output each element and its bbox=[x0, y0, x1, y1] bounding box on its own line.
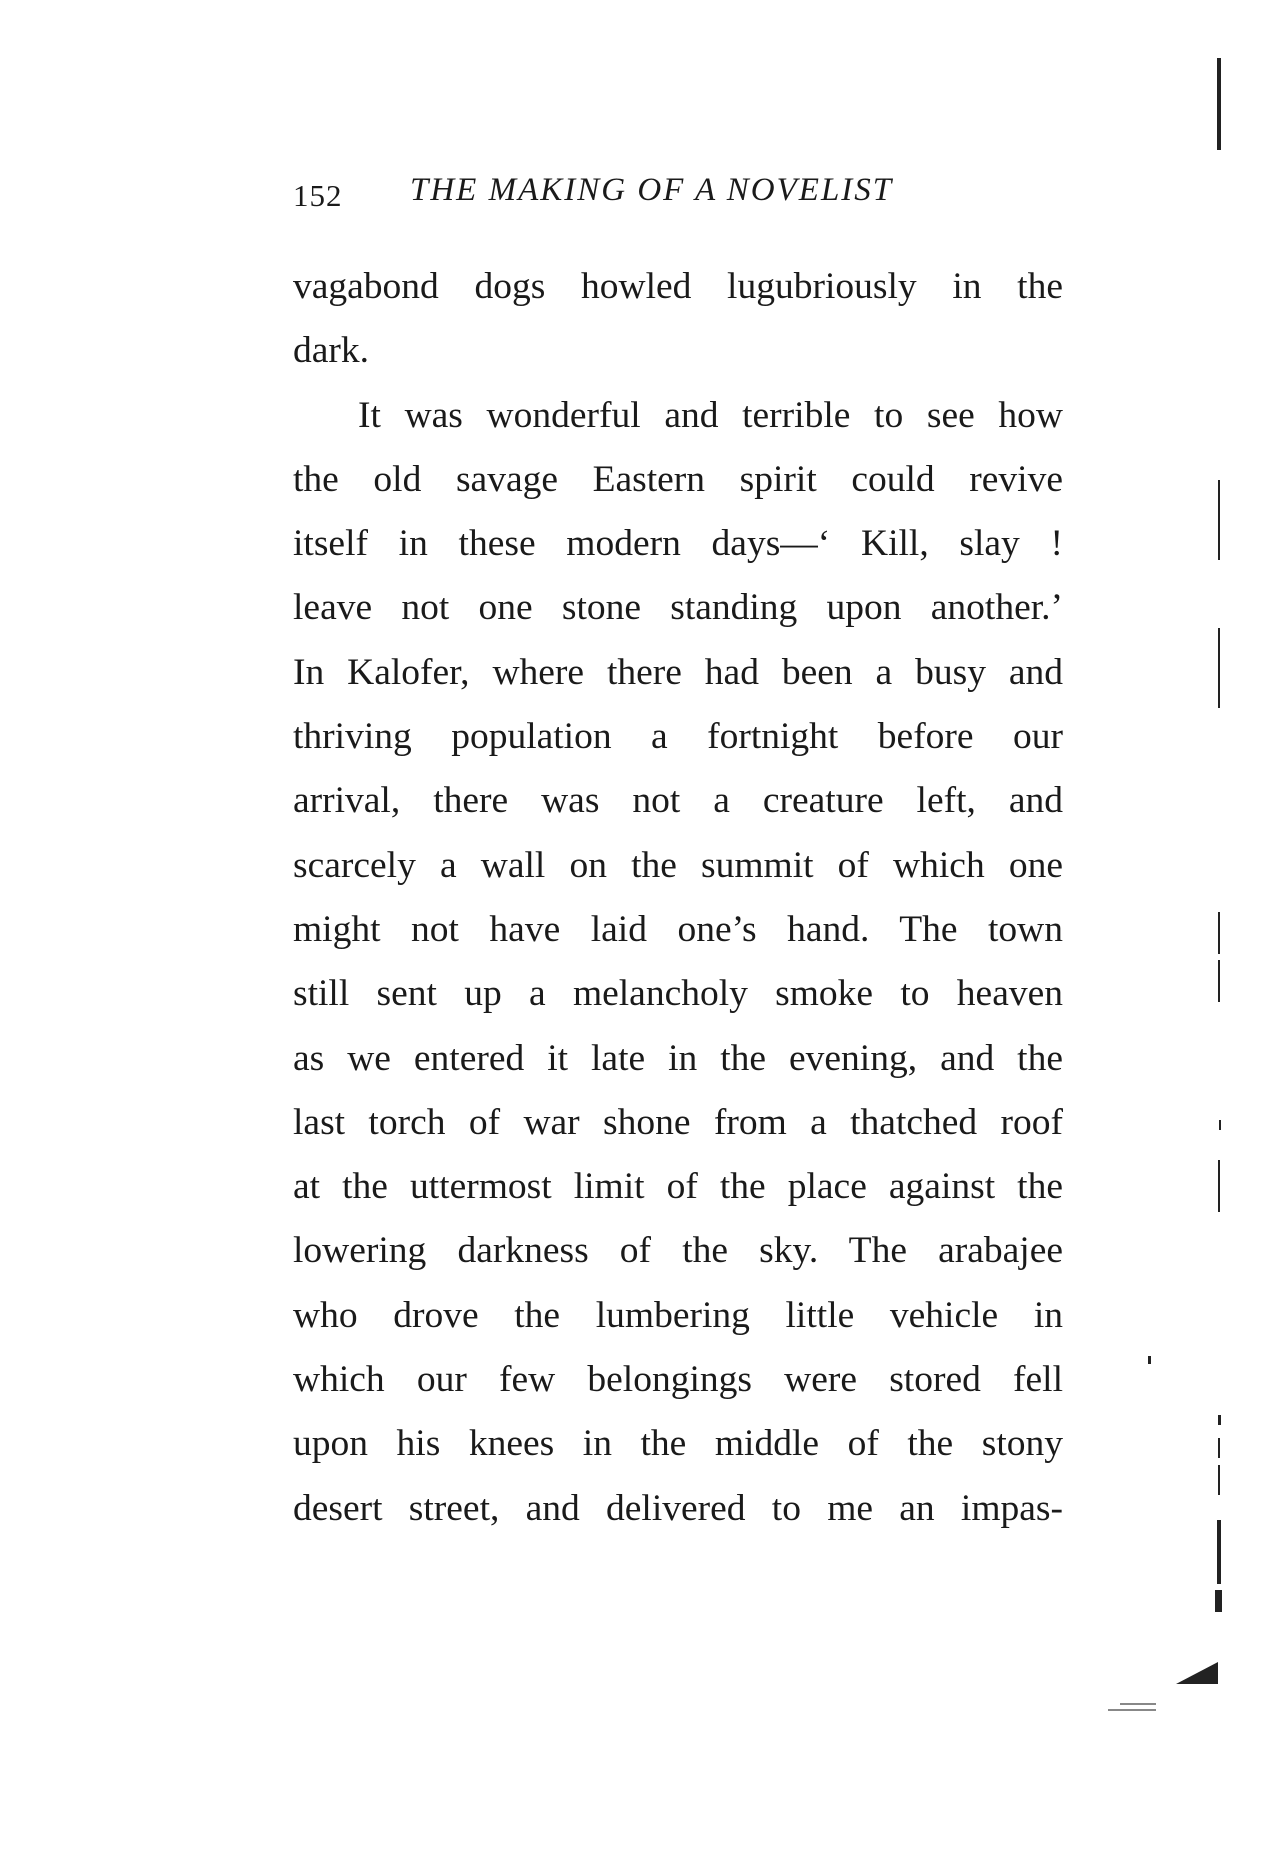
text-line: who drove the lumbering little vehicle in bbox=[293, 1294, 1063, 1336]
text-line: which our few belongings were stored fell bbox=[293, 1359, 1063, 1401]
text-line: In Kalofer, where there had been a busy and bbox=[293, 651, 1063, 693]
scan-mark bbox=[1217, 1520, 1221, 1584]
scan-mark bbox=[1217, 58, 1221, 150]
text-line: last torch of war shone from a thatched roof bbox=[293, 1101, 1063, 1143]
text-line: leave not one stone standing upon another.’ bbox=[293, 587, 1063, 629]
scan-mark bbox=[1218, 1160, 1220, 1212]
scan-mark bbox=[1218, 1465, 1220, 1495]
scan-mark bbox=[1218, 1438, 1220, 1458]
scan-mark bbox=[1215, 1590, 1222, 1612]
scan-mark bbox=[1219, 1120, 1221, 1130]
scan-mark bbox=[1176, 1662, 1218, 1684]
text-line: thriving population a fortnight before our bbox=[293, 716, 1063, 758]
scan-mark bbox=[1108, 1709, 1156, 1711]
scan-mark bbox=[1218, 628, 1220, 708]
text-line: vagabond dogs howled lugubriously in the bbox=[293, 266, 1063, 307]
scan-mark bbox=[1218, 960, 1220, 1002]
text-line: at the uttermost limit of the place against the bbox=[293, 1166, 1063, 1208]
scan-mark bbox=[1120, 1703, 1156, 1705]
text-line: arrival, there was not a creature left, and bbox=[293, 780, 1063, 822]
text-line: It was wonderful and terrible to see how bbox=[358, 394, 1063, 436]
text-line: still sent up a melancholy smoke to heaven bbox=[293, 973, 1063, 1015]
text-line: might not have laid one’s hand. The town bbox=[293, 908, 1063, 950]
running-title: THE MAKING OF A NOVELIST bbox=[410, 172, 894, 208]
body-text bbox=[293, 255, 1063, 1541]
text-line: as we entered it late in the evening, and the bbox=[293, 1037, 1063, 1079]
page-number: 152 bbox=[293, 178, 343, 213]
text-line: desert street, and delivered to me an impas- bbox=[293, 1487, 1063, 1529]
text-line: upon his knees in the middle of the stony bbox=[293, 1423, 1063, 1465]
text-line: dark. bbox=[293, 330, 370, 372]
text-line: scarcely a wall on the summit of which one bbox=[293, 844, 1063, 886]
scan-mark bbox=[1218, 480, 1220, 560]
scan-mark bbox=[1148, 1356, 1151, 1364]
text-line: the old savage Eastern spirit could revive bbox=[293, 458, 1063, 500]
text-line: itself in these modern days—‘ Kill, slay ! bbox=[293, 523, 1063, 565]
scan-mark bbox=[1218, 912, 1220, 954]
page-header bbox=[293, 172, 1063, 222]
text-line: lowering darkness of the sky. The arabajee bbox=[293, 1230, 1063, 1272]
scan-mark bbox=[1218, 1415, 1221, 1425]
